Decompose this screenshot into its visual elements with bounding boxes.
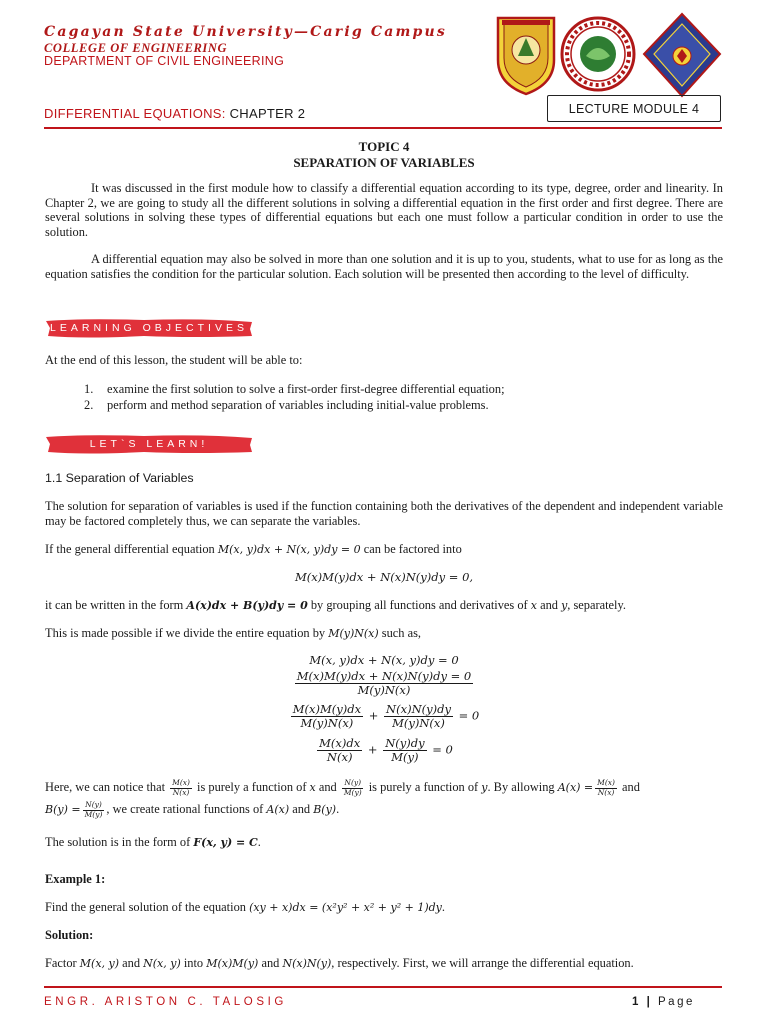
- lets-learn-ribbon: [44, 433, 254, 455]
- factor-instruction: Factor M(x, y) and N(x, y) into M(x)M(y) and N(x)N(y), respectively. First, we will arrange the differential equation.: [45, 956, 634, 970]
- footer-author: ENGR. ARISTON C. TALOSIG: [44, 996, 287, 1008]
- university-name: Cagayan State University—Carig Campus: [44, 24, 448, 40]
- equation-step-2: $\frac{M(x)M(y)dx + N(x)N(y)dy = 0}{M(y)N(x)}$: [296, 669, 472, 697]
- equation-step-4: $\frac{M(x)dx}{N(x)}$ + $\frac{N(y)dy}{M(y)}$ = 0: [319, 736, 453, 764]
- intro-paragraph-2: A differential equation may also be solved in more than one solution and it is up to you, students, what to use for as long as the equation satisfies the condition for the particular solution. Each solution will be presented then according to the level of difficulty.: [45, 252, 723, 281]
- objective-2-number: 2.: [84, 398, 94, 412]
- factored-equation: M(x)M(y)dx + N(x)N(y)dy = 0,: [294, 570, 474, 584]
- solution-form-line: The solution is in the form of F(x, y) = C.: [45, 835, 261, 849]
- solution-label: Solution:: [45, 928, 94, 942]
- objective-1-number: 1.: [84, 382, 94, 396]
- college-seal-icon: [562, 18, 634, 90]
- general-equation-line: If the general differential equation M(x, y)dx + N(x, y)dy = 0 can be factored into: [45, 542, 462, 556]
- department-name: DEPARTMENT OF CIVIL ENGINEERING: [44, 54, 285, 68]
- equation-step-3: $\frac{M(x)M(y)dx}{M(y)N(x)}$ + $\frac{N(x)N(y)dy}{M(y)N(x)}$ = 0: [292, 702, 480, 730]
- chapter-subject: DIFFERENTIAL EQUATIONS:: [44, 106, 230, 121]
- institution-logos: [494, 12, 724, 98]
- explanation-line-2: B(y) = $\frac{N(y)}{M(y)}$ , we create rational functions of A(x) and B(y).: [45, 800, 340, 819]
- divide-line: This is made possible if we divide the entire equation by M(y)N(x) such as,: [45, 626, 422, 640]
- lecture-module-label: LECTURE MODULE 4: [568, 101, 700, 116]
- pice-logo-icon: [644, 14, 720, 96]
- explanation-line-1: Here, we can notice that $\frac{M(x)}{N(x)}$ is purely a function of x and $\frac{N(y)}{M(y)}$ is purely a function of y. By allowing A(x) = $\frac{M(x)}{N(x)}$ and: [45, 778, 640, 797]
- objective-1-text: examine the first solution to solve a first-order first-degree differential equation;: [107, 382, 505, 396]
- objectives-lead: At the end of this lesson, the student will be able to:: [45, 353, 303, 367]
- example-task: Find the general solution of the equation (xy + x)dx = (x²y² + x² + y² + 1)dy.: [45, 900, 445, 914]
- lecture-module-box: [547, 95, 721, 122]
- lets-learn-label: LET`S LEARN!: [89, 438, 209, 450]
- learn-paragraph-1: The solution for separation of variables is used if the function containing both the derivatives of the dependent and independent variable may be factored completely thus, we can separate the variables.: [45, 499, 723, 528]
- equation-step-1: M(x, y)dx + N(x, y)dy = 0: [309, 653, 459, 667]
- objective-2-text: perform and method separation of variables including initial-value problems.: [107, 398, 489, 412]
- learning-objectives-label: LEARNING OBJECTIVES: [50, 322, 248, 334]
- university-seal-icon: [498, 18, 554, 94]
- chapter-number: CHAPTER 2: [229, 106, 306, 121]
- section-title: 1.1 Separation of Variables: [45, 471, 194, 485]
- footer-divider: [44, 986, 722, 988]
- intro-paragraph-1: It was discussed in the first module how to classify a differential equation according to its type, degree, order and linearity. In Chapter 2, we are going to study all the different solutions in solving a differential equation in the first order and first degree. There are several solutions in solving these types of differential equations but each one must follow a particular condition in order to use the solution.: [45, 181, 723, 239]
- example-title: Example 1:: [45, 872, 106, 886]
- chapter-heading: [44, 106, 305, 121]
- footer-page-number: 1 | Page: [632, 996, 695, 1008]
- topic-title: SEPARATION OF VARIABLES: [293, 155, 475, 170]
- topic-number: TOPIC 4: [358, 139, 410, 154]
- grouped-form-line: it can be written in the form A(x)dx + B(y)dy = 0 by grouping all functions and derivatives of x and y, separately.: [45, 598, 626, 612]
- header-divider: [44, 127, 722, 129]
- college-name: COLLEGE OF ENGINEERING: [44, 41, 228, 55]
- learning-objectives-ribbon: [44, 317, 254, 339]
